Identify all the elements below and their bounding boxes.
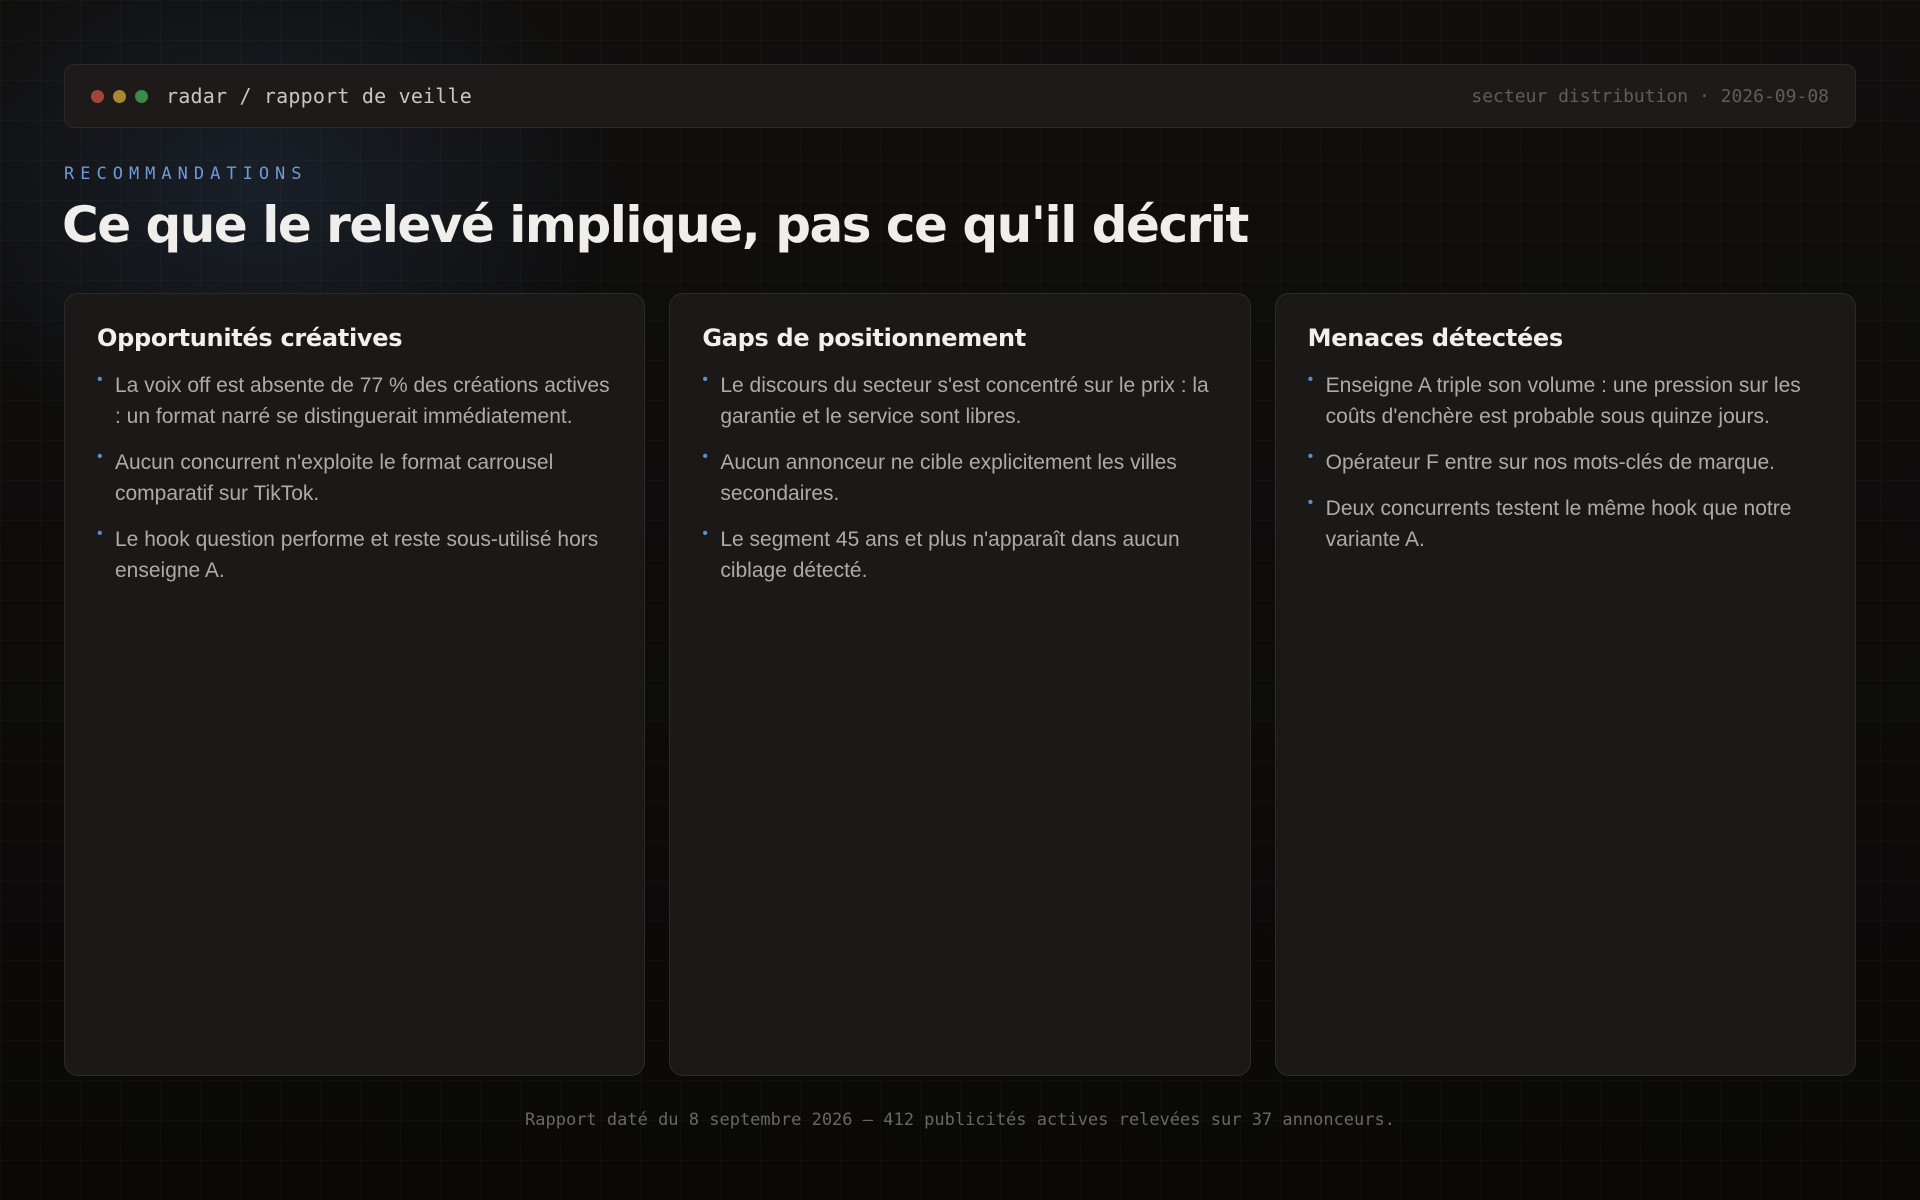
card-title: Opportunités créatives: [97, 324, 403, 352]
list-item: [702, 370, 1217, 432]
minimize-window-dot[interactable]: [113, 90, 126, 103]
bullet-icon: •: [97, 371, 103, 388]
card-list: [97, 370, 612, 586]
bullet-icon: •: [97, 448, 103, 465]
list-item: [702, 447, 1217, 509]
list-item: [97, 524, 612, 586]
window-controls: [91, 90, 148, 103]
list-item-text: Aucun concurrent n'exploite le format carrousel comparatif sur TikTok.: [115, 451, 554, 505]
list-item: [1308, 447, 1823, 478]
bullet-icon: •: [1307, 371, 1314, 388]
list-item: [702, 524, 1217, 586]
list-item-text: Enseigne A triple son volume : une pression sur les coûts d'enchère est probable sous quinze jours.: [1325, 374, 1801, 428]
window-titlebar: [64, 64, 1856, 128]
page-title: Ce que le relevé implique, pas ce qu'il décrit: [62, 196, 1248, 254]
bullet-icon: •: [702, 525, 708, 542]
close-window-dot[interactable]: [91, 90, 104, 103]
list-item-text: La voix off est absente de 77 % des créations actives : un format narré se distinguerait immédiatement.: [115, 374, 610, 428]
card-title: Menaces détectées: [1307, 324, 1563, 352]
bullet-icon: •: [1307, 494, 1314, 511]
card-opportunites: [64, 293, 645, 1076]
list-item-text: Opérateur F entre sur nos mots-clés de marque.: [1325, 451, 1776, 474]
breadcrumb: radar / rapport de veille: [166, 84, 473, 108]
list-item-text: Le discours du secteur s'est concentré sur le prix : la garantie et le service sont libres.: [720, 374, 1209, 428]
list-item-text: Le segment 45 ans et plus n'apparaît dans aucun ciblage détecté.: [720, 528, 1180, 582]
list-item-text: Le hook question performe et reste sous-utilisé hors enseigne A.: [115, 528, 599, 582]
maximize-window-dot[interactable]: [135, 90, 148, 103]
list-item: [97, 370, 612, 432]
bullet-icon: •: [1307, 448, 1314, 465]
recommendation-cards: [64, 293, 1856, 1076]
list-item-text: Aucun annonceur ne cible explicitement les villes secondaires.: [720, 451, 1177, 505]
report-footer: Rapport daté du 8 septembre 2026 — 412 publicités actives relevées sur 37 annonceurs.: [525, 1110, 1395, 1130]
report-meta: secteur distribution · 2026-09-08: [1471, 85, 1829, 107]
list-item: [1308, 370, 1823, 432]
list-item: [1308, 493, 1823, 555]
card-gaps: [669, 293, 1250, 1076]
card-list: [1308, 370, 1823, 555]
bullet-icon: •: [97, 525, 103, 542]
card-title: Gaps de positionnement: [702, 324, 1026, 352]
card-list: [702, 370, 1217, 586]
bullet-icon: •: [702, 371, 708, 388]
list-item-text: Deux concurrents testent le même hook que notre variante A.: [1325, 497, 1792, 551]
section-eyebrow: RECOMMANDATIONS: [64, 164, 308, 184]
bullet-icon: •: [702, 448, 708, 465]
card-menaces: [1275, 293, 1856, 1076]
list-item: [97, 447, 612, 509]
